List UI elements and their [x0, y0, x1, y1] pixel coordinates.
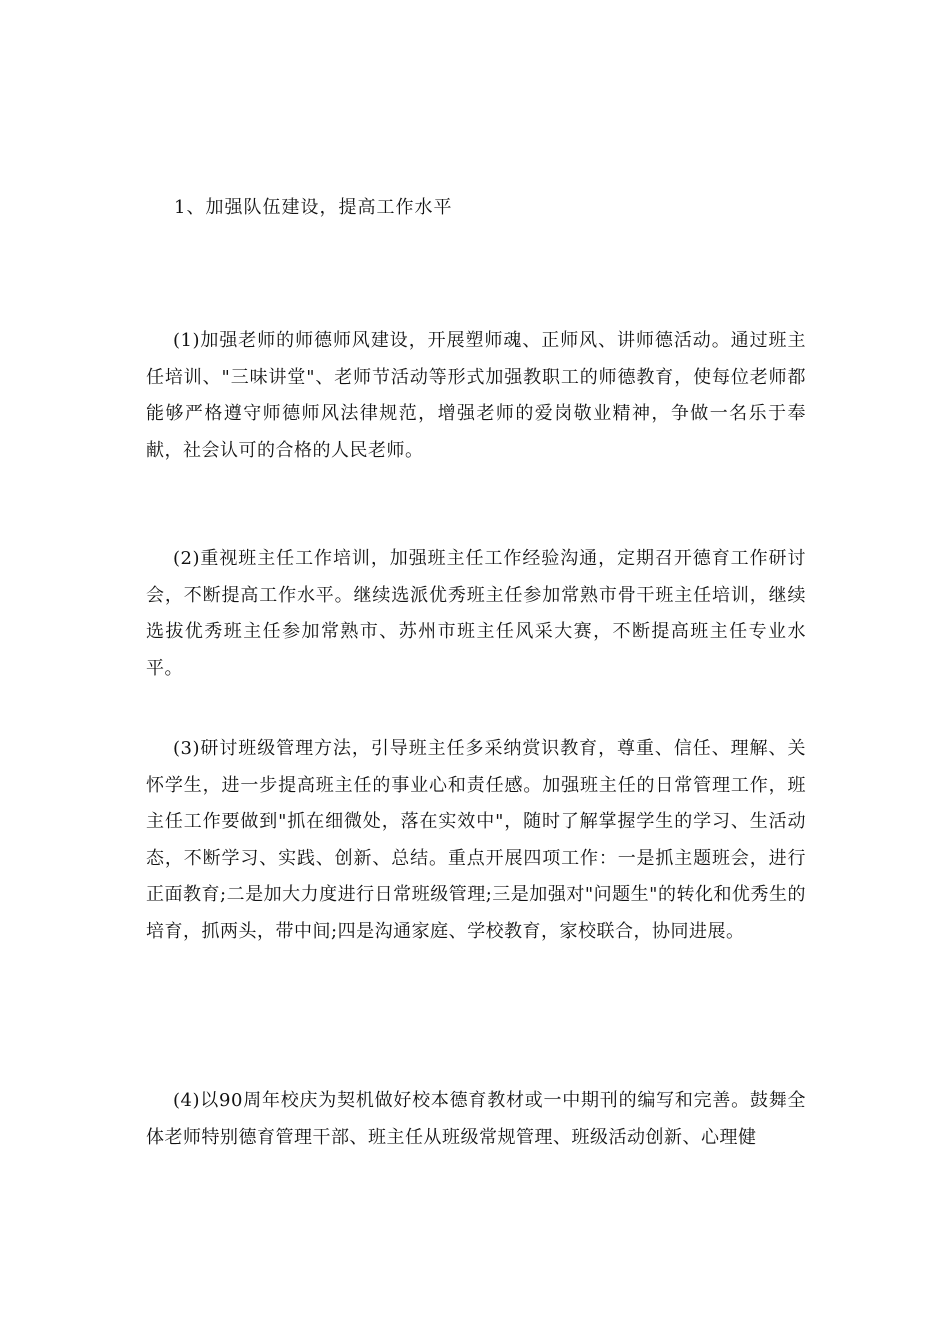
paragraph-4: (4)以90周年校庆为契机做好校本德育教材或一中期刊的编写和完善。鼓舞全体老师特别德育管理干部、班主任从班级常规管理、班级活动创新、心理健 — [146, 1090, 806, 1148]
section-heading: 1、加强队伍建设，提高工作水平 — [174, 197, 453, 218]
paragraph-2: (2)重视班主任工作培训，加强班主任工作经验沟通，定期召开德育工作研讨会，不断提高工作水平。继续选派优秀班主任参加常熟市骨干班主任培训，继续选拔优秀班主任参加常熟市、苏州市班主任风采大赛，不断提高班主任专业水平。 — [146, 548, 806, 679]
paragraph-3: (3)研讨班级管理方法，引导班主任多采纳赏识教育，尊重、信任、理解、关怀学生，进一步提高班主任的事业心和责任感。加强班主任的日常管理工作，班主任工作要做到"抓在细微处，落在实效中"，随时了解掌握学生的学习、生活动态，不断学习、实践、创新、总结。重点开展四项工作：一是抓主题班会，进行正面教育;二是加大力度进行日常班级管理;三是加强对"问题生"的转化和优秀生的培育，抓两头，带中间;四是沟通家庭、学校教育，家校联合，协同进展。 — [146, 738, 806, 942]
paragraph-1: (1)加强老师的师德师风建设，开展塑师魂、正师风、讲师德活动。通过班主任培训、"三味讲堂"、老师节活动等形式加强教职工的师德教育，使每位老师都能够严格遵守师德师风法律规范，增强老师的爱岗敬业精神，争做一名乐于奉献，社会认可的合格的人民老师。 — [146, 330, 806, 461]
